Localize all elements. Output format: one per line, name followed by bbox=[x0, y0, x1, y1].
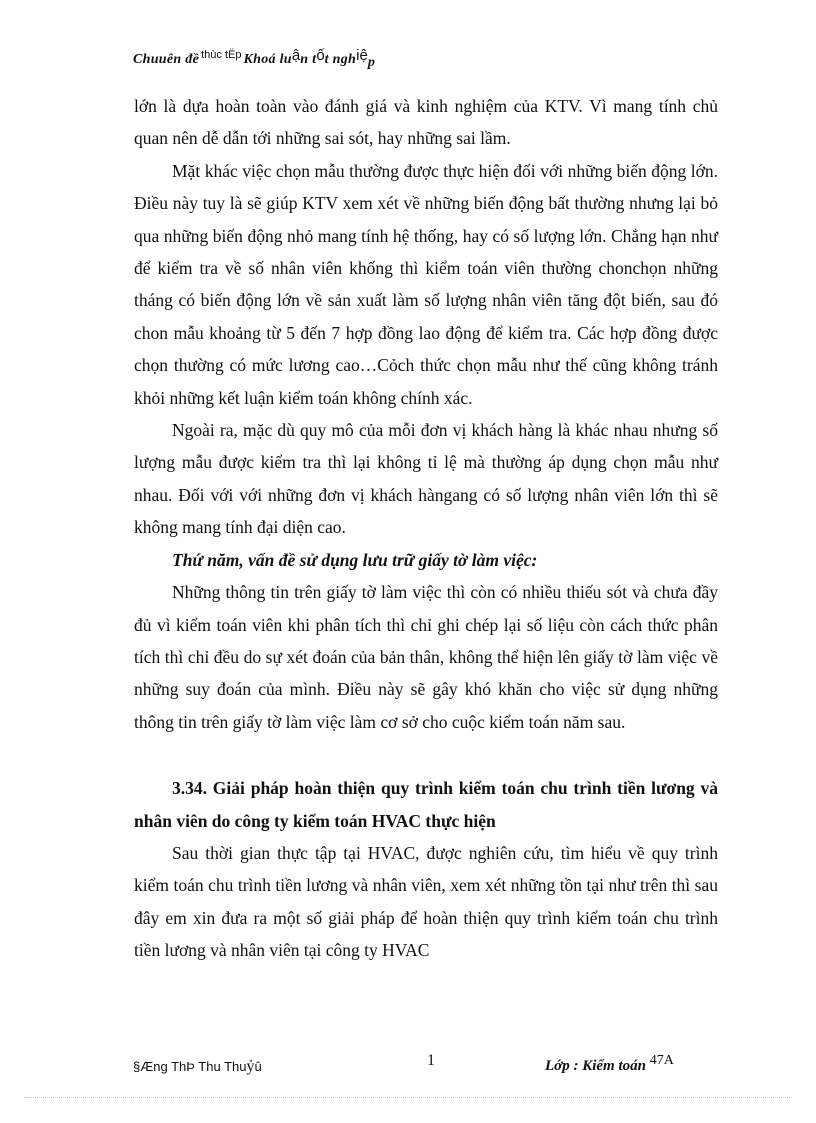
page-header bbox=[133, 47, 733, 76]
page-bottom-divider bbox=[24, 1097, 792, 1098]
paragraph-1: lớn là dựa hoàn toàn vào đánh giá và kinh nghiệm của KTV. Vì mang tính chủ quan nên dễ dẫn tới những sai sót, hay những sai lầm. bbox=[134, 96, 718, 149]
header-title-part5: n t bbox=[300, 52, 317, 67]
section-title: 3.34. Giải pháp hoàn thiện quy trình kiểm toán chu trình tiền lương và nhân viên do công ty kiểm toán HVAC thực hiện bbox=[134, 778, 718, 831]
header-title-part4: ậ bbox=[291, 47, 301, 64]
footer-author-b: ỷ bbox=[246, 1058, 255, 1075]
page-number: 1 bbox=[427, 1052, 435, 1069]
header-title-part3: Khoá lu bbox=[243, 52, 292, 67]
footer-author-c: û bbox=[254, 1059, 262, 1074]
footer-author bbox=[133, 1058, 262, 1076]
document-body bbox=[134, 90, 718, 967]
header-title-part7: t ngh bbox=[324, 52, 357, 67]
page-footer bbox=[0, 1052, 816, 1082]
header-title-part1: Chuuên đề bbox=[133, 52, 200, 67]
footer-class bbox=[545, 1053, 674, 1075]
paragraph-5: Sau thời gian thực tập tại HVAC, được nghiên cứu, tìm hiểu về quy trình kiểm toán chu trình tiền lương và nhân viên, xem xét những tồn tại như trên thì sau đây em xin đưa ra một số giải pháp để hoàn thiện quy trình kiểm toán chu trình tiền lương và nhân viên tại công ty HVAC bbox=[134, 842, 718, 961]
paragraph-2: Mặt khác việc chọn mẫu thường được thực hiện đối với những biến động lớn. Điều này tuy là sẽ giúp KTV xem xét về những biến động bất thường nhưng lại bỏ qua những biến động nhỏ mang tính hệ thống, hay có số lượng lớn. Chẳng hạn như để kiểm tra về số nhân viên khống thì kiểm toán viên thường chonchọn những tháng có biến động lớn về sản xuất làm số lượng nhân viên tăng đột biến, sau đó chon mẫu khoảng từ 5 đến 7 hợp đồng lao động để kiểm tra. Các hợp đồng được chọn thường có mức lương cao…Cỏch thức chọn mẫu như thế cũng không tránh khỏi những kết luận kiểm toán không chính xác. bbox=[134, 160, 718, 408]
footer-class-suffix: 47A bbox=[649, 1053, 674, 1068]
subheading: Thứ năm, vấn đề sử dụng lưu trữ giấy tờ làm việc: bbox=[172, 549, 538, 570]
header-title-part8: iệ bbox=[356, 47, 368, 64]
footer-author-a: §Æng ThÞ Thu Thu bbox=[133, 1059, 247, 1074]
paragraph-3: Ngoài ra, mặc dù quy mô của mỗi đơn vị khách hàng là khác nhau nhưng số lượng mẫu được kiểm tra thì lại không tỉ lệ mà thường áp dụng chọn mẫu như nhau. Đối với với những đơn vị khách hàngang có số lượng nhân viên lớn thì sẽ không mang tính đại diện cao. bbox=[134, 420, 718, 538]
header-title-part9: p bbox=[367, 55, 376, 70]
header-title-part2: thùc tËp bbox=[201, 49, 242, 61]
paragraph-4: Những thông tin trên giấy tờ làm việc thì còn có nhiều thiếu sót và chưa đầy đủ vì kiểm toán viên khi phân tích thì chỉ ghi chép lại số liệu còn cách thức phân tích thì chỉ đều do sự xét đoán của bản thân, không thể hiện lên giấy tờ làm việc về những suy đoán của mình. Điều này sẽ gây khó khăn cho việc sử dụng những thông tin trên giấy tờ làm việc làm cơ sở cho cuộc kiểm toán năm sau. bbox=[134, 582, 718, 732]
footer-class-label: Lớp : Kiểm toán bbox=[545, 1058, 646, 1074]
header-title-part6: ố bbox=[316, 47, 325, 64]
